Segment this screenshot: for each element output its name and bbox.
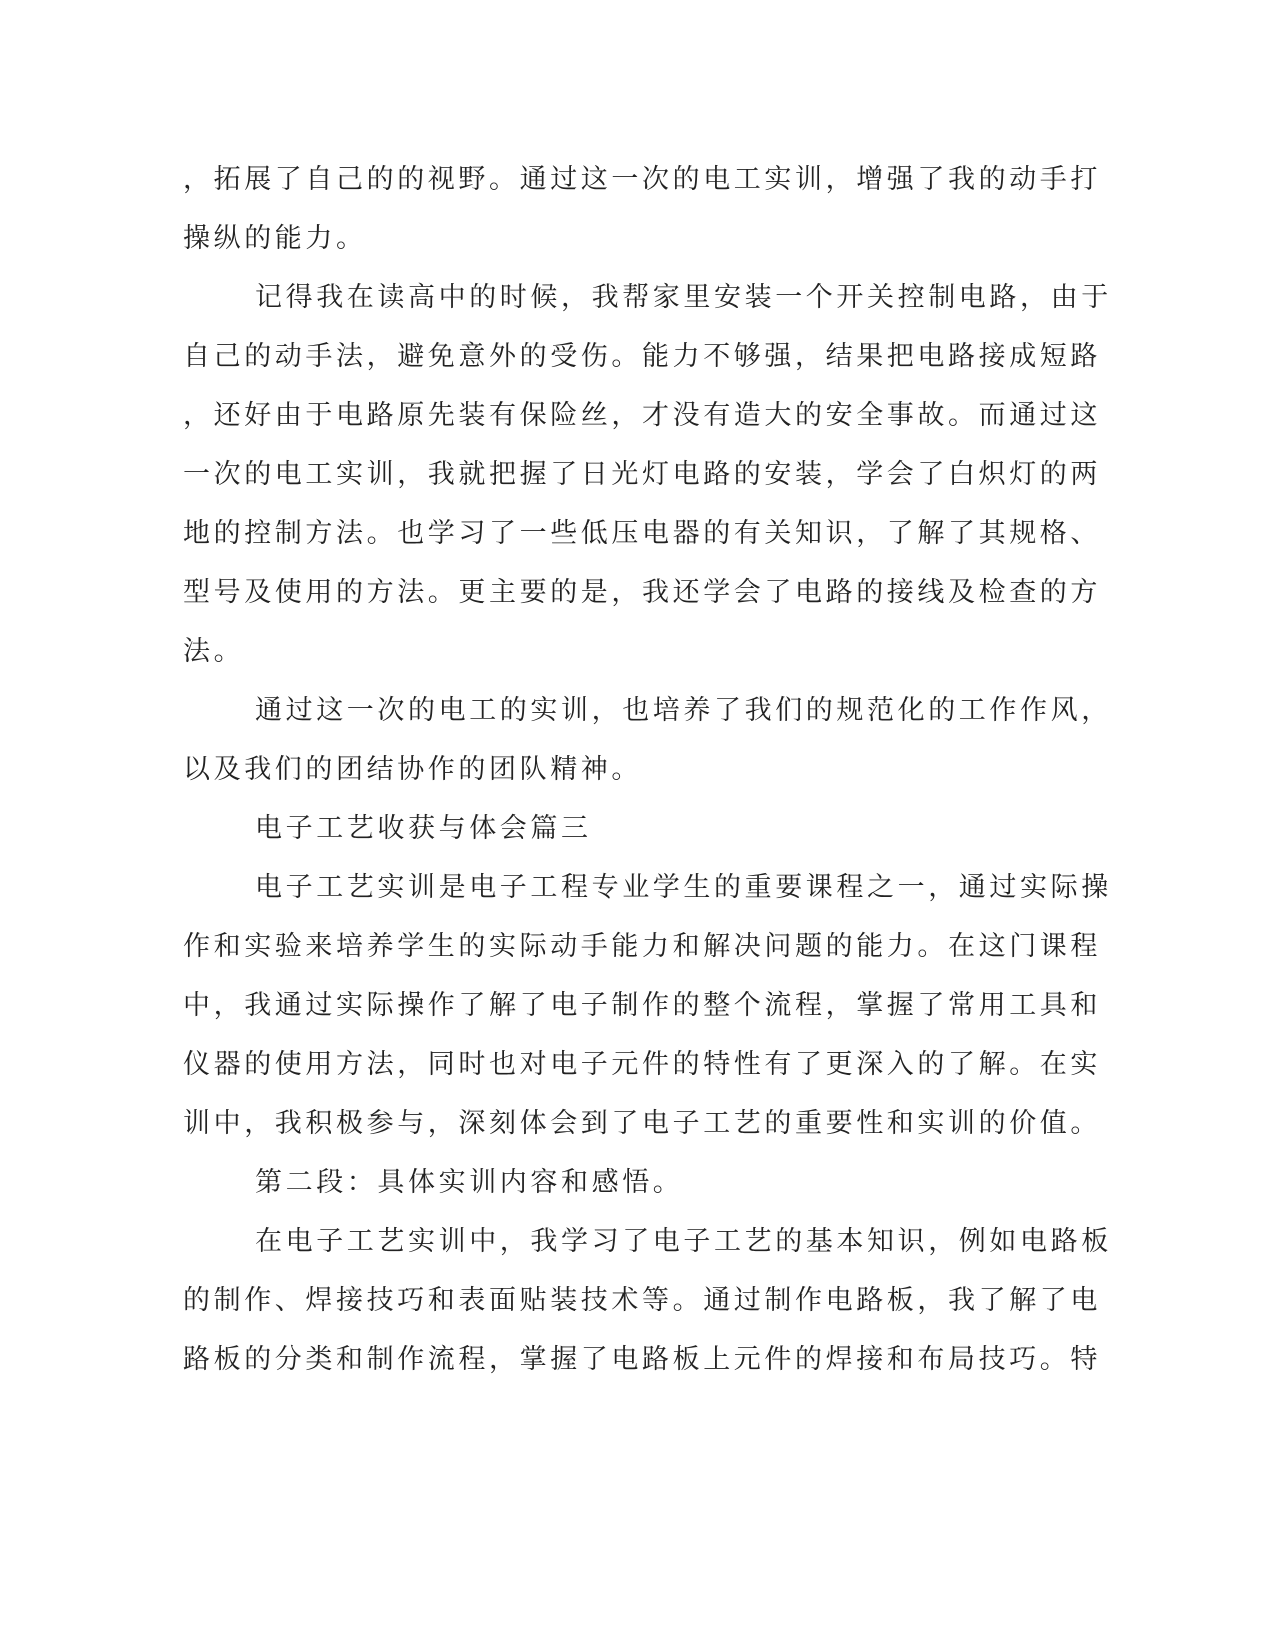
paragraph-start-line: 记得我在读高中的时候，我帮家里安装一个开关控制电路，由于 [255, 282, 1112, 313]
text-line: 训中，我积极参与，深刻体会到了电子工艺的重要性和实训的价值。 [183, 1108, 1101, 1139]
paragraph-start-line: 在电子工艺实训中，我学习了电子工艺的基本知识，例如电路板 [255, 1226, 1112, 1257]
section-heading: 电子工艺收获与体会篇三 [255, 813, 592, 844]
text-line: 作和实验来培养学生的实际动手能力和解决问题的能力。在这门课程 [183, 931, 1101, 962]
text-line: 法。 [183, 636, 245, 667]
paragraph-start-line: 通过这一次的电工的实训，也培养了我们的规范化的工作作风， [255, 695, 1112, 726]
text-line: 仪器的使用方法，同时也对电子元件的特性有了更深入的了解。在实 [183, 1049, 1101, 1080]
text-line: 路板的分类和制作流程，掌握了电路板上元件的焊接和布局技巧。特 [183, 1344, 1101, 1375]
text-line: ，拓展了自己的的视野。通过这一次的电工实训，增强了我的动手打 [183, 164, 1101, 195]
text-line: 以及我们的团结协作的团队精神。 [183, 754, 642, 785]
text-line: 中，我通过实际操作了解了电子制作的整个流程，掌握了常用工具和 [183, 990, 1101, 1021]
paragraph-start-line: 电子工艺实训是电子工程专业学生的重要课程之一，通过实际操 [255, 872, 1112, 903]
text-line: 的制作、焊接技巧和表面贴装技术等。通过制作电路板，我了解了电 [183, 1285, 1101, 1316]
text-line: ，还好由于电路原先装有保险丝，才没有造大的安全事故。而通过这 [183, 400, 1101, 431]
text-line: 操纵的能力。 [183, 223, 367, 254]
text-line: 一次的电工实训，我就把握了日光灯电路的安装，学会了白炽灯的两 [183, 459, 1101, 490]
text-line: 型号及使用的方法。更主要的是，我还学会了电路的接线及检查的方 [183, 577, 1101, 608]
document-body [183, 150, 1112, 1389]
text-line: 地的控制方法。也学习了一些低压电器的有关知识，了解了其规格、 [183, 518, 1101, 549]
text-line: 自己的动手法，避免意外的受伤。能力不够强，结果把电路接成短路 [183, 341, 1101, 372]
subsection-heading: 第二段：具体实训内容和感悟。 [255, 1167, 684, 1198]
